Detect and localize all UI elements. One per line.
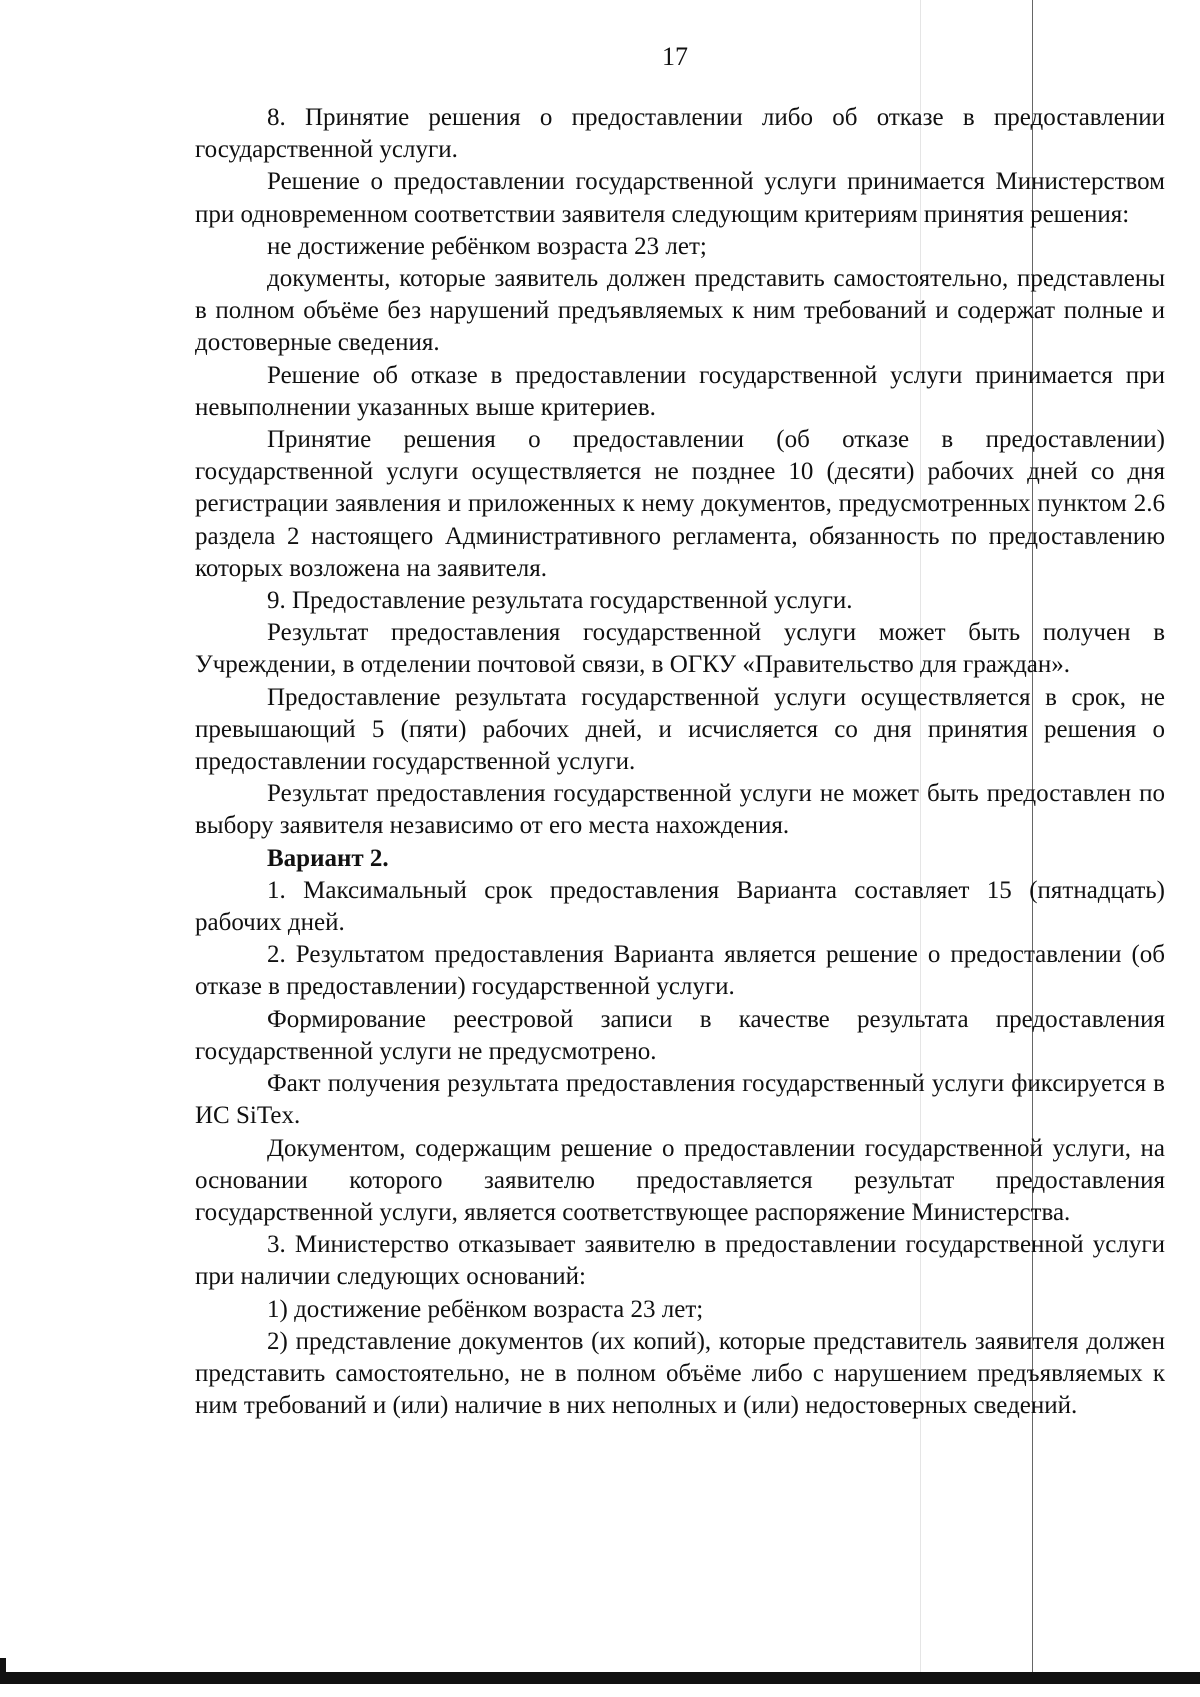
- variant-heading: Вариант 2.: [267, 844, 389, 872]
- paragraph: Формирование реестровой записи в качестве результата предоставления государственной услуги не предусмотрено.: [195, 1005, 1165, 1065]
- refusal-ground-item: 1) достижение ребёнком возраста 23 лет;: [267, 1295, 704, 1323]
- variant-item: 2. Результатом предоставления Варианта является решение о предоставлении (об отказе в предоставлении) государственной услуги.: [195, 941, 1165, 1001]
- refusal-ground-item: 2) представление документов (их копий), которые представитель заявителя должен представить самостоятельно, не в полном объёме либо с нарушением предъявляемых к ним требований и (или) наличие в них неполных и (или) недостоверных сведений.: [195, 1327, 1165, 1420]
- paragraph: Факт получения результата предоставления государственный услуги фиксируется в ИС SiTex.: [195, 1070, 1165, 1130]
- scan-border: [0, 1672, 1200, 1684]
- variant-item: 1. Максимальный срок предоставления Варианта составляет 15 (пятнадцать) рабочих дней.: [195, 876, 1165, 937]
- paragraph-9-heading: 9. Предоставление результата государственной услуги.: [267, 587, 853, 615]
- paragraph: Решение об отказе в предоставлении государственной услуги принимается при невыполнении указанных выше критериев.: [195, 361, 1165, 421]
- variant-item: 3. Министерство отказывает заявителю в предоставлении государственной услуги при наличии следующих оснований:: [195, 1231, 1165, 1291]
- paragraph: Принятие решения о предоставлении (об отказе в предоставлении) государственной услуги осуществляется не позднее 10 (десяти) рабочих дней со дня регистрации заявления и приложенных к нему документов, предусмотренных пунктом 2.6 раздела 2 настоящего Административного регламента, обязанность по предоставлению которых возложена на заявителя.: [195, 426, 1165, 582]
- paragraph: Результат предоставления государственной услуги не может быть предоставлен по выбору заявителя независимо от его места нахождения.: [195, 780, 1165, 840]
- document-body: [195, 102, 1165, 1422]
- paragraph: Результат предоставления государственной услуги может быть получен в Учреждении, в отделении почтовой связи, в ОГКУ «Правительство для граждан».: [195, 619, 1165, 679]
- criteria-item: документы, которые заявитель должен представить самостоятельно, представлены в полном объёме без нарушений предъявляемых к ним требований и содержат полные и достоверные сведения.: [195, 265, 1165, 357]
- paragraph: Предоставление результата государственной услуги осуществляется в срок, не превышающий 5 (пяти) рабочих дней, и исчисляется со дня принятия решения о предоставлении государственной услуги.: [195, 683, 1165, 776]
- paragraph: Документом, содержащим решение о предоставлении государственной услуги, на основании которого заявителю предоставляется результат предоставления государственной услуги, является соответствующее распоряжение Министерства.: [195, 1134, 1165, 1226]
- page-number: 17: [662, 42, 688, 71]
- paragraph: Решение о предоставлении государственной услуги принимается Министерством при одновременном соответствии заявителя следующим критериям принятия решения:: [195, 168, 1165, 228]
- criteria-item: не достижение ребёнком возраста 23 лет;: [267, 232, 707, 260]
- paragraph-8-heading: 8. Принятие решения о предоставлении либо об отказе в предоставлении государственной услуги.: [195, 104, 1165, 164]
